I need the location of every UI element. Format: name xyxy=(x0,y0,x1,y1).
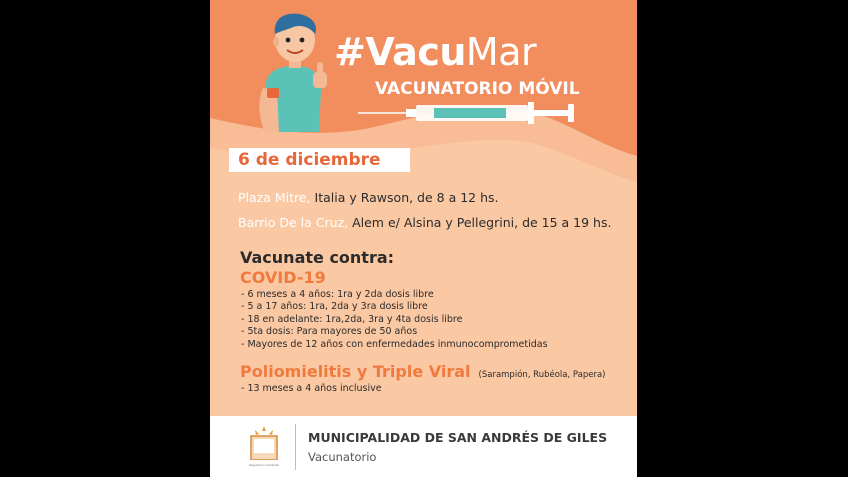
list-item: - 6 meses a 4 años: 1ra y 2da dosis libre xyxy=(241,289,434,300)
hashtag-part1: #Vacu xyxy=(334,30,466,74)
subtitle: VACUNATORIO MÓVIL xyxy=(375,79,580,99)
location-1-place: Plaza Mitre, xyxy=(238,190,311,205)
department-name: Vacunatorio xyxy=(308,450,377,464)
location-1-detail: Italia y Rawson, de 8 a 12 hs. xyxy=(310,190,499,205)
vacumar-poster xyxy=(210,0,637,477)
list-item: - 18 en adelante: 1ra,2da, 3ra y 4ta dosis libre xyxy=(241,313,463,325)
municipal-logo-icon xyxy=(249,426,279,460)
vaccinated-boy-illustration xyxy=(255,10,335,132)
date-box xyxy=(229,148,410,172)
list-item: - 13 meses a 4 años inclusive xyxy=(241,383,382,394)
section-title-covid xyxy=(240,268,326,287)
section-title-polio-text: Poliomielitis y Triple Viral xyxy=(240,362,471,381)
section-title-covid-text: COVID-19 xyxy=(240,268,326,287)
hashtag-part2: Mar xyxy=(465,30,537,74)
vaccinate-title: Vacunate contra: xyxy=(240,248,395,267)
municipality-name: MUNICIPALIDAD DE SAN ANDRÉS DE GILES xyxy=(308,430,608,445)
covid-dose-list xyxy=(241,289,548,351)
date-label: 6 de diciembre xyxy=(238,150,381,170)
list-item: - 5 a 17 años: 1ra, 2da y 3ra dosis libre xyxy=(241,301,428,313)
location-2 xyxy=(238,215,611,230)
location-1 xyxy=(238,190,499,205)
list-item: - Mayores de 12 años con enfermedades inmunocomprometidas xyxy=(241,338,548,350)
syringe-icon xyxy=(358,100,580,126)
logo-tagline: Seguimos creciendo xyxy=(248,463,280,467)
list-item: - 5ta dosis: Para mayores de 50 años xyxy=(241,326,418,338)
section-title-polio xyxy=(240,362,606,381)
polio-dose-list xyxy=(241,383,382,395)
hashtag-title xyxy=(334,30,536,74)
section-title-polio-note: (Sarampión, Rubéola, Papera) xyxy=(478,370,606,380)
footer-divider xyxy=(295,424,296,470)
location-2-detail: Alem e/ Alsina y Pellegrini, de 15 a 19 hs. xyxy=(348,215,612,230)
location-2-place: Barrio De la Cruz, xyxy=(238,215,349,230)
footer xyxy=(210,416,637,477)
